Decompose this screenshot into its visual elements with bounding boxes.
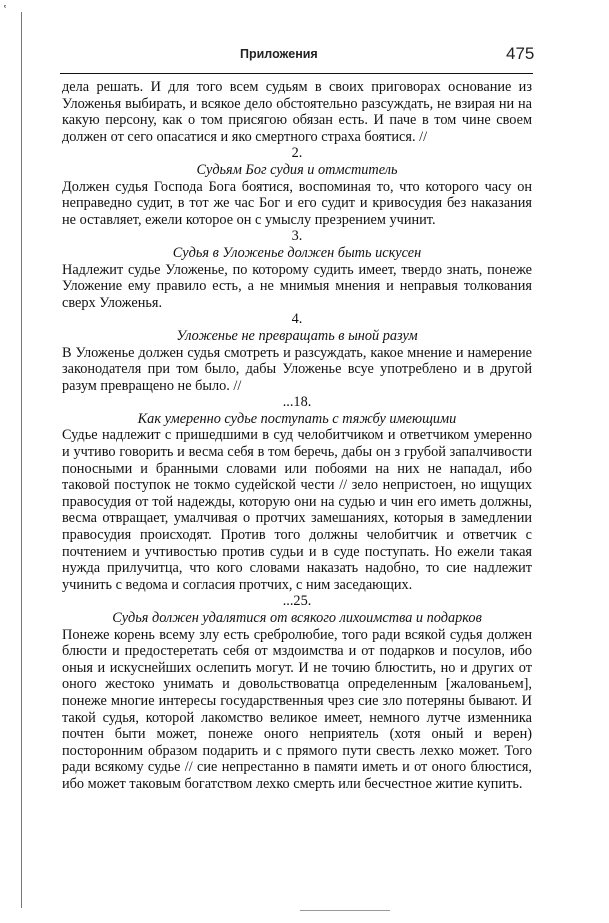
section-3 bbox=[62, 228, 532, 311]
page-body bbox=[62, 79, 532, 793]
section-number: 3. bbox=[291, 228, 303, 245]
section-25 bbox=[62, 593, 532, 792]
header-rule bbox=[60, 73, 533, 74]
intro-paragraph: дела решать. И для того всем судьям в своих приговорах основание из Уложенья выбирать, и всякое дело обстоятельно разсуждать, не взирая ни на какую персону, как о том присягою обязан есть. И паче в том чине своем должен от сего опасатися и яко смертного страха боятися. // bbox=[62, 79, 532, 145]
section-text: В Уложенье должен судья смотреть и разсуждать, какое мнение и намерение законодателя при том было, дабы Уложенье всуе употреблено и в другой разум превращено не было. // bbox=[62, 344, 532, 394]
section-18 bbox=[62, 394, 532, 593]
section-number: ...25. bbox=[282, 593, 312, 610]
section-text: Должен судья Господа Бога боятися, воспоминая то, что которого часу он неправедно судит, в тот же час Бог и его судит и кривосудия без наказания не оставляет, ежели которое он с умыслу презрением учинит. bbox=[62, 178, 532, 228]
section-title: Как умеренно судье поступать с тяжбу имеющими bbox=[137, 410, 457, 427]
section-text: Судье надлежит с пришедшими в суд челобитчиком и ответчиком умеренно и учтиво говорить и весма себя в том беречь, дабы он з грубой запалчивости поносными и бранными словами или побоями на них не нападал, ибо таковой поступок не токмо судейской чести // зело непристоен, но ищущих правосудия от той надежды, которую они на судью и чин его иметь должны, весма отвращает, умалчивая о протчих замешаниях, которыя в замедлении правосудия происходят. Против того должны челобитчик и ответчик с почтением и учтивостью против судьи и в суде поступать. Но ежели такая нужда прилучитца, что кого словами наказать надобно, то сие надлежит учинить с ведома и согласия протчих, с ним заседающих. bbox=[62, 427, 532, 593]
bottom-scan-line bbox=[300, 910, 390, 911]
section-title: Судья в Уложенье должен быть искусен bbox=[172, 244, 422, 261]
section-number: ...18. bbox=[282, 394, 312, 411]
section-2 bbox=[62, 145, 532, 228]
section-number: 4. bbox=[291, 311, 303, 328]
page-left-edge-rule bbox=[21, 12, 22, 908]
section-title: Судьям Бог судия и отмститель bbox=[196, 161, 398, 178]
page-number: 475 bbox=[506, 44, 535, 63]
corner-mark: ʽ bbox=[3, 2, 7, 16]
section-text: Надлежит судье Уложенье, по которому судить имеет, твердо знать, понеже Уложение ему правило есть, а не мнимыя мнения и неправыя толкования сверх Уложенья. bbox=[62, 261, 532, 311]
section-text: Понеже корень всему злу есть сребролюбие, того ради всякой судья должен блюсти и предостеретать себя от мздоимства и от подарков и посулов, ибо оныя и искуснейших ослепить могут. И не точию блюстить, но и других от оного жестоко унимать и довольствоватца определенным [жалованьем], понеже многие интересы государственныя чрез сие зло потеряны бывают. И такой судья, которой лакомство великое имеет, немного лутче изменника почтен быти может, понеже оного неприятель (хотя оный и верен) посторонним образом подарить и с прямого пути свесть лехко может. Того ради всякому судье // сие непрестанно в памяти иметь и от оного блюстися, ибо может таковым богатством лехко смерть или бесчестное житие купить. bbox=[62, 626, 532, 792]
section-4 bbox=[62, 311, 532, 394]
section-title: Уложенье не превращать в ыной разум bbox=[176, 327, 418, 344]
section-title: Судья должен удалятися от всякого лихоимства и подарков bbox=[112, 610, 482, 626]
running-header-title: Приложения bbox=[240, 47, 318, 61]
section-number: 2. bbox=[291, 145, 303, 162]
